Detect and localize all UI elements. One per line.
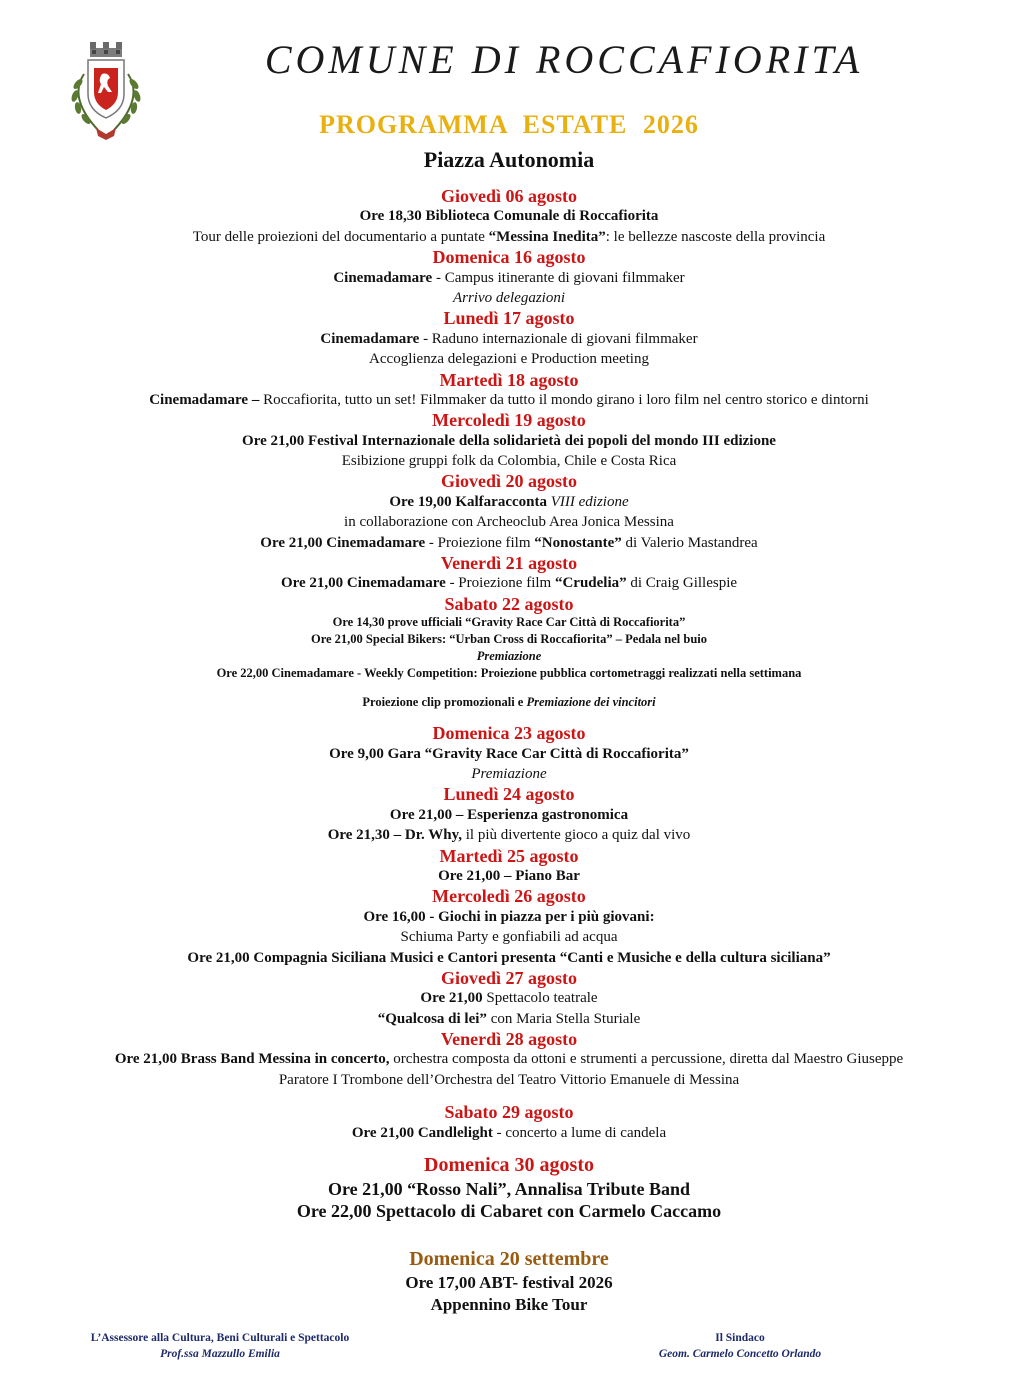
event-line [0, 988, 1018, 1008]
event-line [0, 431, 1018, 451]
event-text: Ore 21,00 Brass Band Messina in concerto, [114, 1051, 390, 1068]
event-text: Ore 21,00 – Piano Bar [438, 867, 580, 884]
event-text: “Nonostante” [534, 534, 622, 551]
event-text: Spettacolo teatrale [482, 990, 598, 1007]
event-text: Ore 21,00 Special Bikers: “Urban Cross di Roccafiorita” – Pedala nel buio [310, 632, 708, 647]
signature-role: L’Assessore alla Cultura, Beni Culturali e Spettacolo [90, 1332, 350, 1344]
page-title: COMUNE DI ROCCAFIORITA [264, 37, 864, 82]
event-line [0, 744, 1018, 764]
event-line: Ore 22,00 Spettacolo di Cabaret con Carmelo Caccamo [296, 1201, 722, 1221]
event-text: Cinemadamare – [149, 391, 264, 408]
event-text: - Proiezione film [445, 575, 555, 592]
event-line [0, 329, 1018, 349]
event-text: Ore 21,00 Candlelight [351, 1124, 493, 1141]
event-line [0, 349, 1018, 369]
event-text: Roccafiorita, tutto un set! Filmmaker da tutto il mondo girano i loro film nel centro storico e dintorni [263, 391, 869, 408]
event-text: Ore 9,00 Gara “Gravity Race Car Città di Roccafiorita” [329, 745, 689, 762]
spacer [0, 711, 1018, 723]
spacer [0, 1090, 1018, 1102]
program-subtitle: PROGRAMMA ESTATE 2026 [319, 110, 699, 139]
event-text: orchestra composta da ottoni e strumenti a percussione, diretta dal Maestro Giuseppe [389, 1051, 904, 1068]
event-line [0, 927, 1018, 947]
event-line [0, 866, 1018, 886]
event-text: di Craig Gillespie [626, 575, 738, 592]
event-text: Tour delle proiezioni del documentario a puntate [192, 228, 489, 245]
event-text: Ore 18,30 Biblioteca Comunale di Roccafiorita [359, 208, 659, 225]
event-text: VIII edizione [550, 493, 629, 510]
event-text: di Valerio Mastandrea [621, 534, 758, 551]
event-text: Proiezione clip promozionali e [362, 695, 527, 710]
event-line [0, 206, 1018, 226]
event-line [0, 227, 1018, 247]
event-line [0, 451, 1018, 471]
event-text: “Messina Inedita” [488, 228, 606, 245]
signature-assessore [40, 1330, 400, 1362]
event-text: Cinemadamare [333, 269, 433, 286]
event-line [0, 694, 1018, 711]
event-text: “Crudelia” [554, 575, 627, 592]
event-text: Paratore I Trombone dell’Orchestra del Teatro Vittorio Emanuele di Messina [278, 1071, 740, 1088]
event-line [0, 648, 1018, 665]
day-heading: Mercoledì 19 agosto [432, 410, 586, 431]
day-heading: Giovedì 20 agosto [440, 471, 577, 492]
event-line [0, 1070, 1018, 1090]
venue-name: Piazza Autonomia [423, 147, 595, 172]
event-text: il più divertente gioco a quiz dal vivo [462, 827, 691, 844]
event-line: Appennino Bike Tour [430, 1295, 588, 1314]
event-line [0, 764, 1018, 784]
event-line [0, 573, 1018, 593]
event-line [0, 907, 1018, 927]
event-line [0, 1049, 1018, 1069]
event-text: Ore 21,00 Festival Internazionale della solidarietà dei popoli del mondo III edizione [242, 432, 776, 449]
event-text: Esibizione gruppi folk da Colombia, Chile e Costa Rica [341, 453, 677, 470]
signature-role: Il Sindaco [715, 1332, 765, 1344]
event-line [0, 1009, 1018, 1029]
event-text: Ore 21,00 Cinemadamare [280, 575, 446, 592]
event-text: Premiazione [476, 649, 542, 664]
event-text: Schiuma Party e gonfiabili ad acqua [400, 929, 618, 946]
event-line [0, 631, 1018, 648]
day-heading: Martedì 18 agosto [439, 369, 579, 390]
event-text: in collaborazione con Archeoclub Area Jonica Messina [344, 514, 674, 531]
event-line [0, 288, 1018, 308]
event-text: Ore 21,30 – Dr. Why, [327, 827, 463, 844]
day-heading: Lunedì 17 agosto [443, 308, 575, 329]
day-heading: Lunedì 24 agosto [443, 784, 575, 805]
day-heading: Domenica 16 agosto [432, 247, 586, 268]
event-line [0, 268, 1018, 288]
event-text: Ore 21,00 [420, 990, 483, 1007]
event-text: con Maria Stella Sturiale [486, 1010, 641, 1027]
event-text: Accoglienza delegazioni e Production meeting [369, 351, 649, 368]
day-heading: Venerdì 28 agosto [440, 1029, 578, 1050]
event-text: Cinemadamare [320, 330, 420, 347]
day-heading: Giovedì 27 agosto [440, 967, 577, 988]
event-line [0, 533, 1018, 553]
event-text: Ore 21,00 Compagnia Siciliana Musici e Cantori presenta “Canti e Musiche e della cultura siciliana” [187, 949, 831, 966]
event-line: Ore 21,00 “Rosso Nali”, Annalisa Tribute Band [327, 1179, 691, 1199]
day-heading-september: Domenica 20 settembre [409, 1248, 609, 1270]
event-line [0, 492, 1018, 512]
event-line [0, 948, 1018, 968]
event-text: Ore 14,30 prove ufficiali “Gravity Race Car Città di Roccafiorita” [332, 615, 686, 630]
event-line [0, 665, 1018, 682]
event-text: - Raduno internazionale di giovani filmmaker [419, 330, 698, 347]
event-text: Premiazione dei vincitori [526, 695, 656, 710]
event-line [0, 614, 1018, 631]
event-text: : le bellezze nascoste della provincia [605, 228, 826, 245]
day-heading: Mercoledì 26 agosto [432, 886, 586, 907]
event-line [0, 805, 1018, 825]
event-text: Ore 21,00 – Esperienza gastronomica [389, 806, 629, 823]
day-heading: Domenica 30 agosto [424, 1154, 594, 1176]
day-heading: Domenica 23 agosto [432, 723, 586, 744]
event-line [0, 1123, 1018, 1143]
event-text: - Proiezione film [425, 534, 535, 551]
program-list [0, 186, 1018, 1143]
day-heading: Sabato 22 agosto [444, 593, 574, 614]
event-text: Ore 19,00 Kalfaracconta [389, 493, 551, 510]
event-line [0, 512, 1018, 532]
event-line [0, 825, 1018, 845]
spacer [0, 682, 1018, 694]
event-text: Ore 16,00 - Giochi in piazza per i più giovani: [363, 908, 655, 925]
signature-name: Geom. Carmelo Concetto Orlando [658, 1348, 822, 1360]
event-text: Ore 21,00 Cinemadamare [260, 534, 426, 551]
event-line [0, 390, 1018, 410]
day-heading: Venerdì 21 agosto [440, 553, 578, 574]
signature-sindaco [590, 1330, 890, 1362]
event-text: Ore 22,00 Cinemadamare - Weekly Competition: Proiezione pubblica cortometraggi realizzati nella settimana [216, 666, 802, 681]
event-text: Arrivo delegazioni [452, 289, 566, 306]
day-heading: Giovedì 06 agosto [440, 186, 577, 206]
event-text: Premiazione [471, 765, 547, 782]
event-text: - Campus itinerante di giovani filmmaker [432, 269, 685, 286]
event-text: “Qualcosa di lei” [377, 1010, 487, 1027]
day-heading: Martedì 25 agosto [439, 845, 579, 866]
signature-name: Prof.ssa Mazzullo Emilia [160, 1348, 280, 1360]
event-line: Ore 17,00 ABT- festival 2026 [405, 1273, 613, 1292]
day-heading: Sabato 29 agosto [444, 1102, 574, 1123]
event-text: - concerto a lume di candela [492, 1124, 667, 1141]
